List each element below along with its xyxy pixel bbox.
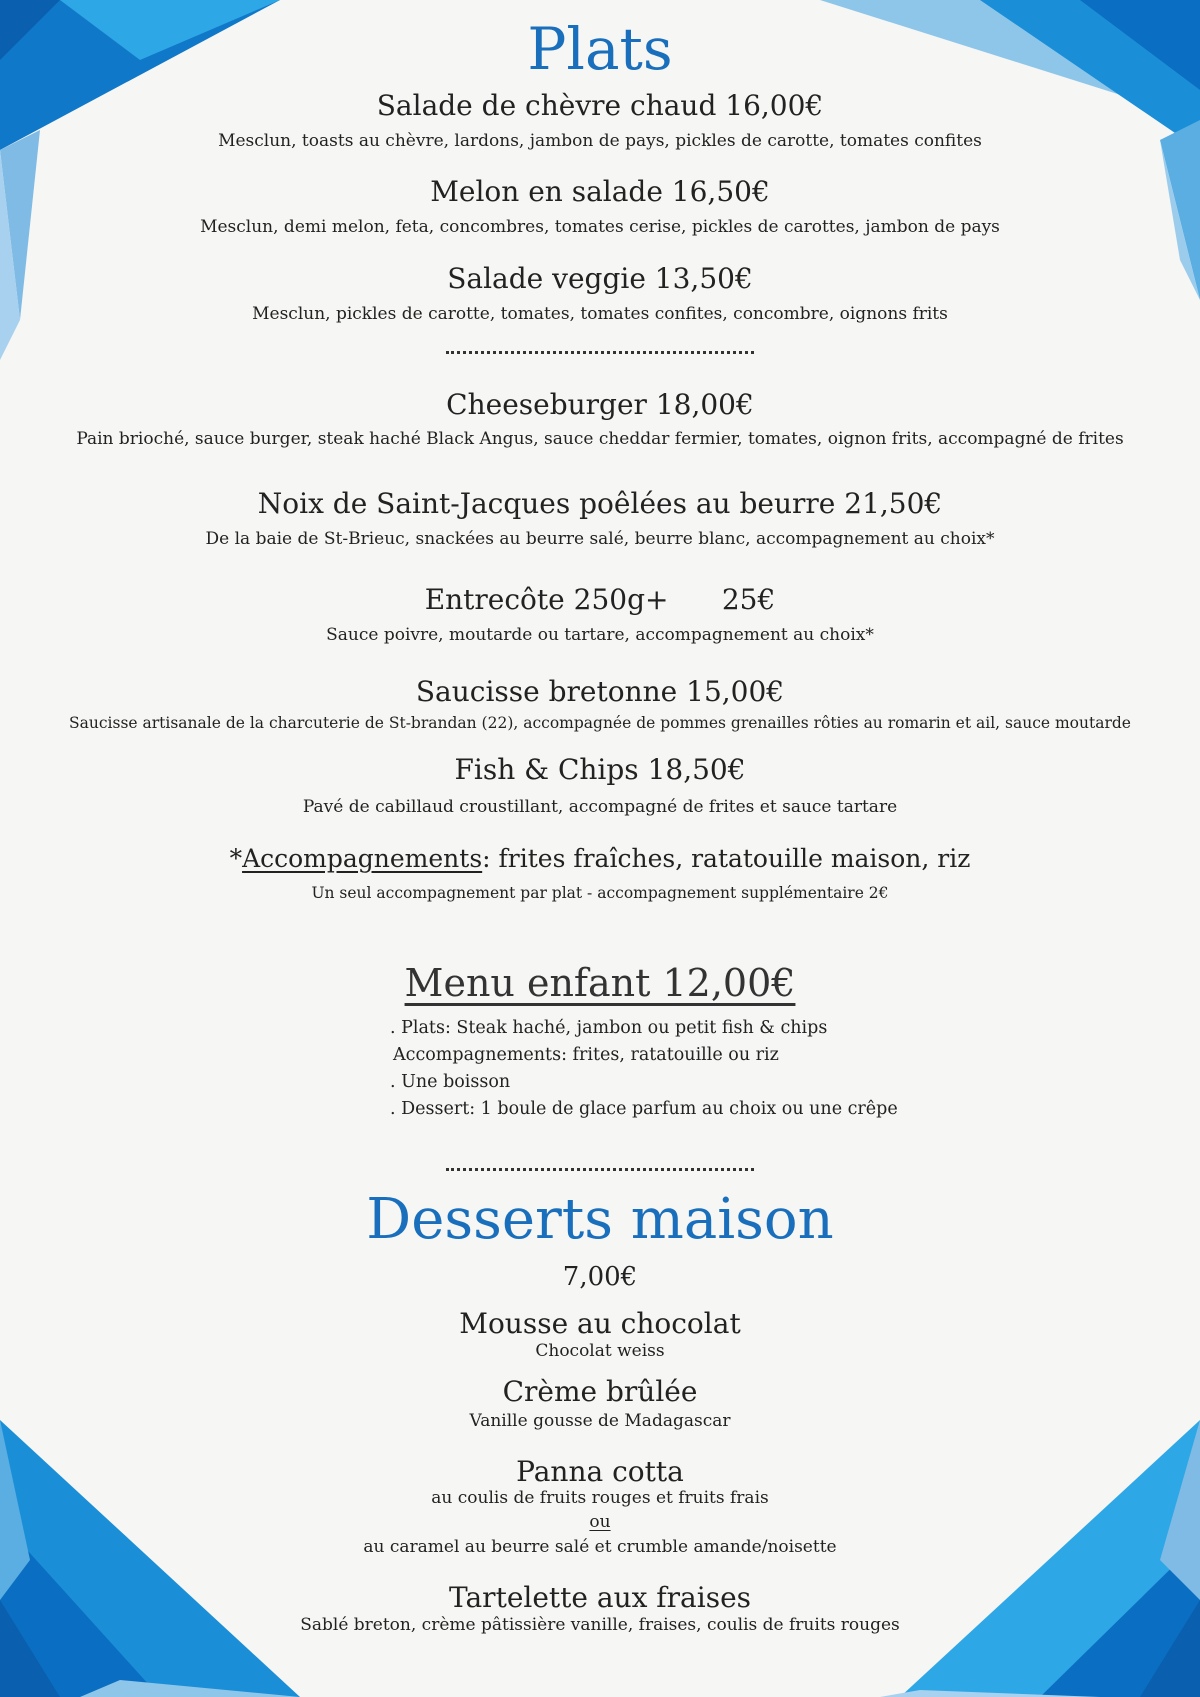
dish-description: Mesclun, pickles de carotte, tomates, tomates confites, concombre, oignons frits [252,304,948,324]
dotted-separator [446,351,754,354]
dish-name: Saucisse bretonne 15,00€ [415,675,785,708]
dessert-description: au coulis de fruits rouges et fruits frais [431,1488,769,1508]
kids-menu-line: . Plats: Steak haché, jambon ou petit fish & chips [390,1018,828,1038]
dessert-description: Chocolat weiss [535,1341,665,1361]
dessert-description: Sablé breton, crème pâtissière vanille, fraises, coulis de fruits rouges [300,1615,900,1635]
desserts-price: 7,00€ [562,1262,638,1292]
kids-menu-line: . Dessert: 1 boule de glace parfum au choix ou une crêpe [390,1099,898,1119]
plats-heading: Plats [527,15,673,83]
dessert-name: Tartelette aux fraises [448,1581,752,1614]
dessert-name: Panna cotta [516,1455,684,1488]
dish-name: Melon en salade 16,50€ [430,175,770,208]
dotted-separator [446,1168,754,1171]
dish-name: Cheeseburger 18,00€ [446,388,754,421]
dish-description: Pavé de cabillaud croustillant, accompagné de frites et sauce tartare [302,797,898,817]
dish-name: Noix de Saint-Jacques poêlées au beurre 21,50€ [257,487,943,520]
dessert-name: Mousse au chocolat [459,1307,741,1340]
dish-description: De la baie de St-Brieuc, snackées au beurre salé, beurre blanc, accompagnement au choix* [205,529,995,549]
dish-description: Mesclun, toasts au chèvre, lardons, jambon de pays, pickles de carotte, tomates confites [218,131,982,151]
dessert-or: ou [589,1512,611,1532]
kids-menu-heading: Menu enfant 12,00€ [404,961,796,1005]
dessert-description: au caramel au beurre salé et crumble amande/noisette [363,1537,837,1557]
sides-prefix: * [229,844,243,873]
dish-name: Fish & Chips 18,50€ [454,753,746,786]
dish-name: Entrecôte 250g+ 25€ [424,583,776,616]
dish-name: Salade de chèvre chaud 16,00€ [376,89,824,122]
sides-label: Accompagnements [242,844,483,873]
dish-description: Sauce poivre, moutarde ou tartare, accompagnement au choix* [326,625,874,645]
dessert-name: Crème brûlée [502,1375,698,1408]
desserts-heading: Desserts maison [366,1187,834,1252]
kids-menu-list [390,1015,898,1123]
kids-menu-line: Accompagnements: frites, ratatouille ou riz [393,1045,779,1065]
dessert-description: Vanille gousse de Madagascar [469,1411,731,1431]
dish-description: Saucisse artisanale de la charcuterie de St-brandan (22), accompagnée de pommes grenailles rôties au romarin et ail, sauce moutarde [69,714,1131,732]
sides-line [0,846,1200,871]
dish-description: Pain brioché, sauce burger, steak haché Black Angus, sauce cheddar fermier, tomates, oignon frits, accompagné de frites [76,429,1124,449]
dish-description: Mesclun, demi melon, feta, concombres, tomates cerise, pickles de carottes, jambon de pays [200,217,1000,237]
kids-menu-line: . Une boisson [390,1072,511,1092]
sides-note: Un seul accompagnement par plat - accompagnement supplémentaire 2€ [311,884,889,902]
sides-text: : frites fraîches, ratatouille maison, riz [482,844,971,873]
dish-name: Salade veggie 13,50€ [447,262,753,295]
